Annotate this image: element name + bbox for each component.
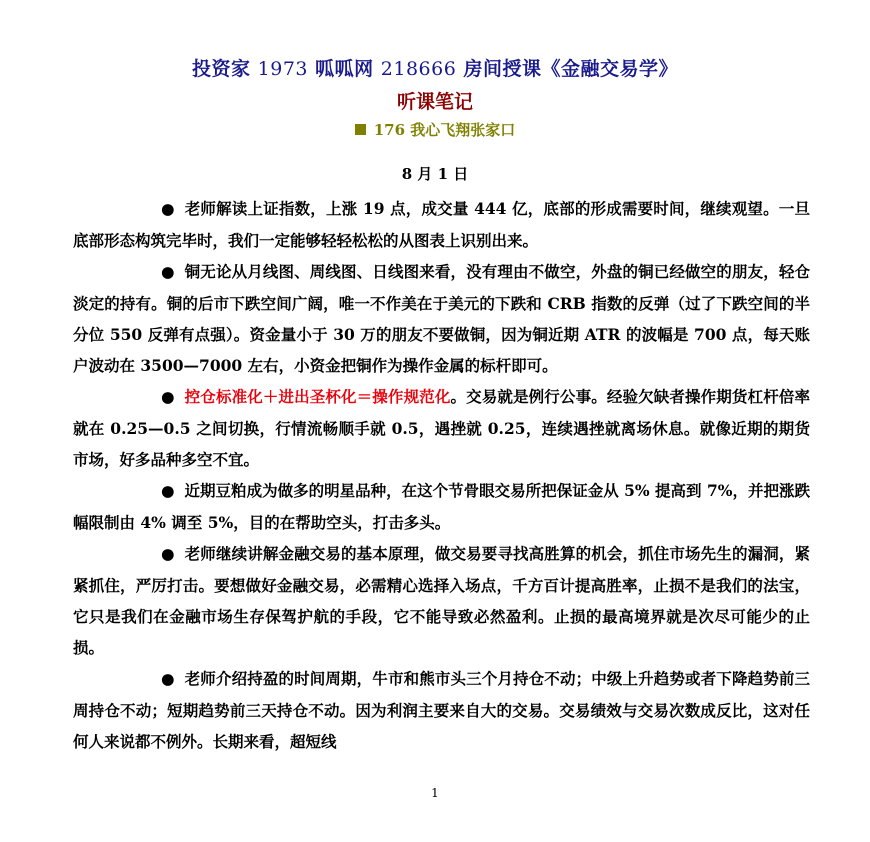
page-number: 1 — [431, 786, 439, 800]
bullet-icon: ● — [161, 545, 175, 563]
note-paragraph — [73, 256, 810, 381]
paragraph-text: 近期豆粕成为做多的明星品种，在这个节骨眼交易所把保证金从 5% 提高到 7%，并把涨跌幅限制由 4% 调至 5%，目的在帮助空头，打击多头。 — [73, 481, 810, 532]
note-paragraph — [73, 381, 810, 475]
note-paragraph — [73, 193, 810, 256]
title-prefix: 投资家 — [192, 58, 251, 80]
page-title — [0, 54, 870, 81]
bullet-icon: ● — [161, 263, 175, 281]
date-heading: 8 月 1 日 — [401, 165, 469, 183]
author-line — [0, 119, 870, 140]
note-paragraph — [73, 475, 810, 538]
bullet-icon: ● — [161, 670, 175, 688]
bullet-icon: ● — [161, 388, 175, 406]
title-mid: 呱呱网 — [315, 58, 374, 80]
notes-body — [73, 193, 810, 757]
paragraph-text: 。交易就是例行公事。经验欠缺者操作期货杠杆倍率就在 0.25—0.5 之间切换，行情流畅顺手就 0.5，遇挫就 0.25，连续遇挫就离场休息。就像近期的期货市场，好多品种多空不宜。 — [73, 387, 810, 469]
title-number-2: 218666 — [380, 58, 457, 80]
title-number-1: 1973 — [257, 58, 309, 80]
highlight-text: 控仓标准化＋进出圣杯化＝操作规范化 — [184, 387, 451, 406]
square-bullet-icon — [355, 124, 366, 135]
note-paragraph — [73, 663, 810, 757]
paragraph-text: 老师介绍持盈的时间周期，牛市和熊市头三个月持仓不动；中级上升趋势或者下降趋势前三周持仓不动；短期趋势前三天持仓不动。因为利润主要来自大的交易。交易绩效与交易次数成反比，这对任何人来说都不例外。长期来看，超短线 — [73, 669, 810, 751]
paragraph-text: 老师继续讲解金融交易的基本原理，做交易要寻找高胜算的机会，抓住市场先生的漏洞，紧紧抓住，严厉打击。要想做好金融交易，必需精心选择入场点，千方百计提高胜率，止损不是我们的法宝，它只是我们在金融市场生存保驾护航的手段，它不能导致必然盈利。止损的最高境界就是次尽可能少的止损。 — [73, 544, 810, 657]
note-paragraph — [73, 538, 810, 663]
title-suffix: 房间授课《金融交易学》 — [463, 58, 678, 80]
paragraph-text: 铜无论从月线图、周线图、日线图来看，没有理由不做空，外盘的铜已经做空的朋友，轻仓淡定的持有。铜的后市下跌空间广阔，唯一不作美在于美元的下跌和 CRB 指数的反弹（过了下跌空间的半分位 550 反弹有点强）。资金量小于 30 万的朋友不要做铜，因为铜近期 ATR 的波幅是 700 点，每天账户波动在 3500—7000 左右，小资金把铜作为操作金属的标杆即可。 — [73, 262, 810, 375]
paragraph-text: 老师解读上证指数，上涨 19 点，成交量 444 亿，底部的形成需要时间，继续观望。一旦底部形态构筑完毕时，我们一定能够轻轻松松的从图表上识别出来。 — [73, 199, 810, 250]
bullet-icon: ● — [161, 482, 175, 500]
author-name: 176 我心飞翔张家口 — [373, 121, 516, 139]
page-subtitle: 听课笔记 — [396, 91, 473, 113]
bullet-icon: ● — [161, 200, 175, 218]
